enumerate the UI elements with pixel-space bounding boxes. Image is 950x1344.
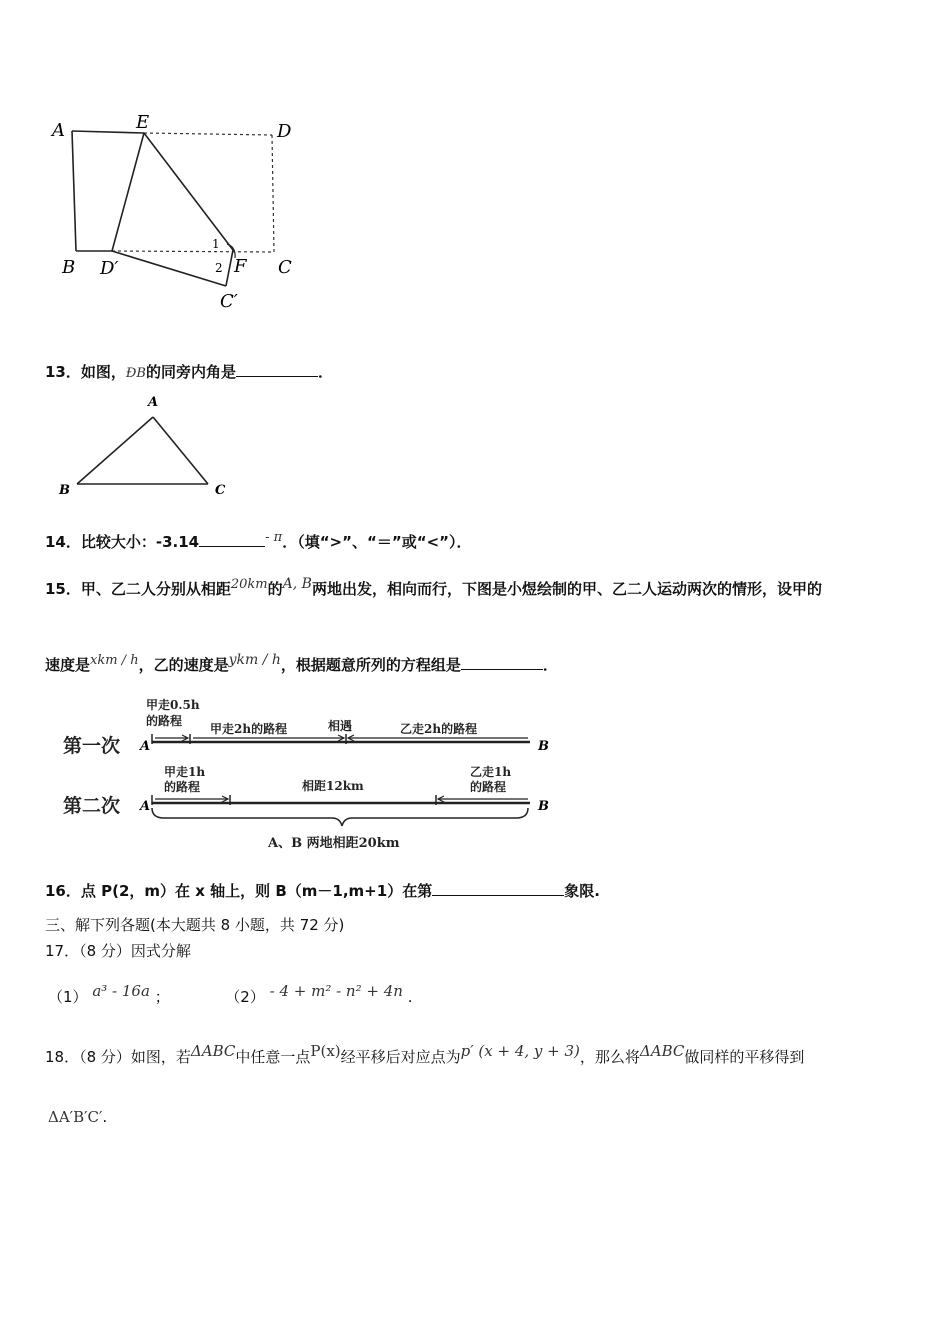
label-d-prime: D′ — [100, 258, 119, 279]
answer-blank-14[interactable] — [199, 532, 265, 547]
segment-ab — [72, 131, 76, 251]
label-f: F — [234, 256, 247, 277]
segment-fc-prime — [226, 250, 233, 286]
label-yi-1h-2: 的路程 — [470, 780, 507, 794]
question-17-parts: （1） $^{a^3 - 16a}$ ； （2） $^{- 4 + m^2 - n^2 + 4n}$ . — [48, 982, 413, 1006]
distance-math: 20km — [230, 577, 268, 592]
part1-math: a³ - 16a — [92, 982, 150, 1000]
question-18-line1: 18．（8 分）如图，若$^{\Delta ABC}$中任意一点$^{P(x)}$经平移后对应点为$^{p' (x + 4, y + 3)}$，那么将$^{\Delta ABC}$做同样的平移得到 — [45, 1042, 805, 1066]
point-p-prime-math: p′ (x + 4, y + 3) — [460, 1042, 580, 1060]
label-apart-12km: 相距12km — [302, 779, 364, 793]
label-meet: 相遇 — [328, 719, 353, 733]
triangle-abc-math: ΔABC — [190, 1042, 236, 1060]
label-jia-05h-2: 的路程 — [146, 714, 183, 728]
label-yi-1h: 乙走1h — [470, 765, 512, 779]
question-14: 14．比较大小：-3.14 $^{- \pi}$．（填“>”、“＝”或“<”）． — [45, 530, 472, 551]
segment-d-prime-c-prime — [112, 251, 226, 286]
label-c: C — [215, 483, 226, 498]
question-18-line2: ΔA′B′C′. — [48, 1108, 108, 1126]
label-jia-1h-2: 的路程 — [164, 780, 201, 794]
label-b: B — [62, 257, 76, 278]
question-16: 16．点 P(2，m）在 x 轴上，则 B（m－1,m+1）在第 象限. — [45, 882, 600, 900]
point-p-math: P(x) — [310, 1042, 341, 1060]
question-17-heading: 17．（8 分）因式分解 — [45, 942, 191, 960]
label-a-first: A — [140, 739, 151, 754]
label-angle-1: 1 — [212, 237, 220, 251]
label-c-prime: C′ — [220, 291, 238, 312]
dashed-dc — [272, 135, 274, 252]
label-b-second: B — [538, 799, 549, 814]
angle-b-math: ÐB — [125, 366, 146, 381]
label-jia-05h: 甲走0.5h — [146, 698, 200, 712]
section-3-heading: 三、解下列各题(本大题共 8 小题，共 72 分) — [45, 916, 345, 934]
brace — [152, 808, 528, 826]
segment-ac — [153, 417, 208, 484]
label-second: 第二次 — [63, 795, 121, 817]
ab-math: A, B — [282, 576, 312, 592]
label-total-distance: A、B 两地相距20km — [268, 836, 400, 851]
segment-ed-prime — [112, 133, 144, 251]
label-a-second: A — [140, 799, 151, 814]
label-yi-2h: 乙走2h的路程 — [400, 722, 478, 736]
answer-blank-15[interactable] — [461, 655, 543, 670]
segment-ab — [77, 417, 153, 484]
triangle-abc-figure — [55, 390, 235, 500]
question-15-line2: 速度是$^{xkm / h}$，乙的速度是$^{ykm / h}$，根据题意所列的方程组是 ． — [45, 652, 558, 674]
part2-math: - 4 + m² - n² + 4n — [269, 982, 403, 1000]
neg-pi-math: - π — [265, 530, 283, 545]
dashed-d-prime-c — [112, 251, 274, 252]
triangle-abc-math-2: ΔABC — [639, 1042, 685, 1060]
label-angle-2: 2 — [215, 261, 223, 275]
label-jia-2h: 甲走2h的路程 — [210, 722, 288, 736]
question-13: 13．如图，ÐB的同旁内角是 ． — [45, 363, 333, 381]
segment-ef — [144, 133, 233, 250]
speed-y-math: ykm / h — [228, 652, 281, 668]
label-first: 第一次 — [63, 735, 121, 757]
label-e: E — [136, 112, 150, 133]
triangle-abc-prime-math: ΔA′B′C′ — [48, 1108, 103, 1126]
motion-diagram — [60, 692, 560, 857]
dashed-ed — [144, 133, 272, 135]
question-15-line1: 15．甲、乙二人分别从相距$^{20km}$的$^{A, B}$两地出发，相向而行，下图是小煜绘制的甲、乙二人运动两次的情形，设甲的 — [45, 576, 822, 598]
label-d: D — [277, 121, 292, 142]
segment-ae — [72, 131, 144, 133]
label-a: A — [52, 120, 65, 141]
folded-rectangle-figure — [40, 110, 320, 320]
label-b-first: B — [538, 739, 549, 754]
label-a: A — [148, 395, 159, 410]
label-jia-1h: 甲走1h — [164, 765, 206, 779]
answer-blank-16[interactable] — [432, 881, 564, 896]
label-c: C — [278, 257, 292, 278]
answer-blank-13[interactable] — [236, 362, 318, 377]
speed-x-math: xkm / h — [90, 653, 139, 668]
label-b: B — [59, 483, 70, 498]
